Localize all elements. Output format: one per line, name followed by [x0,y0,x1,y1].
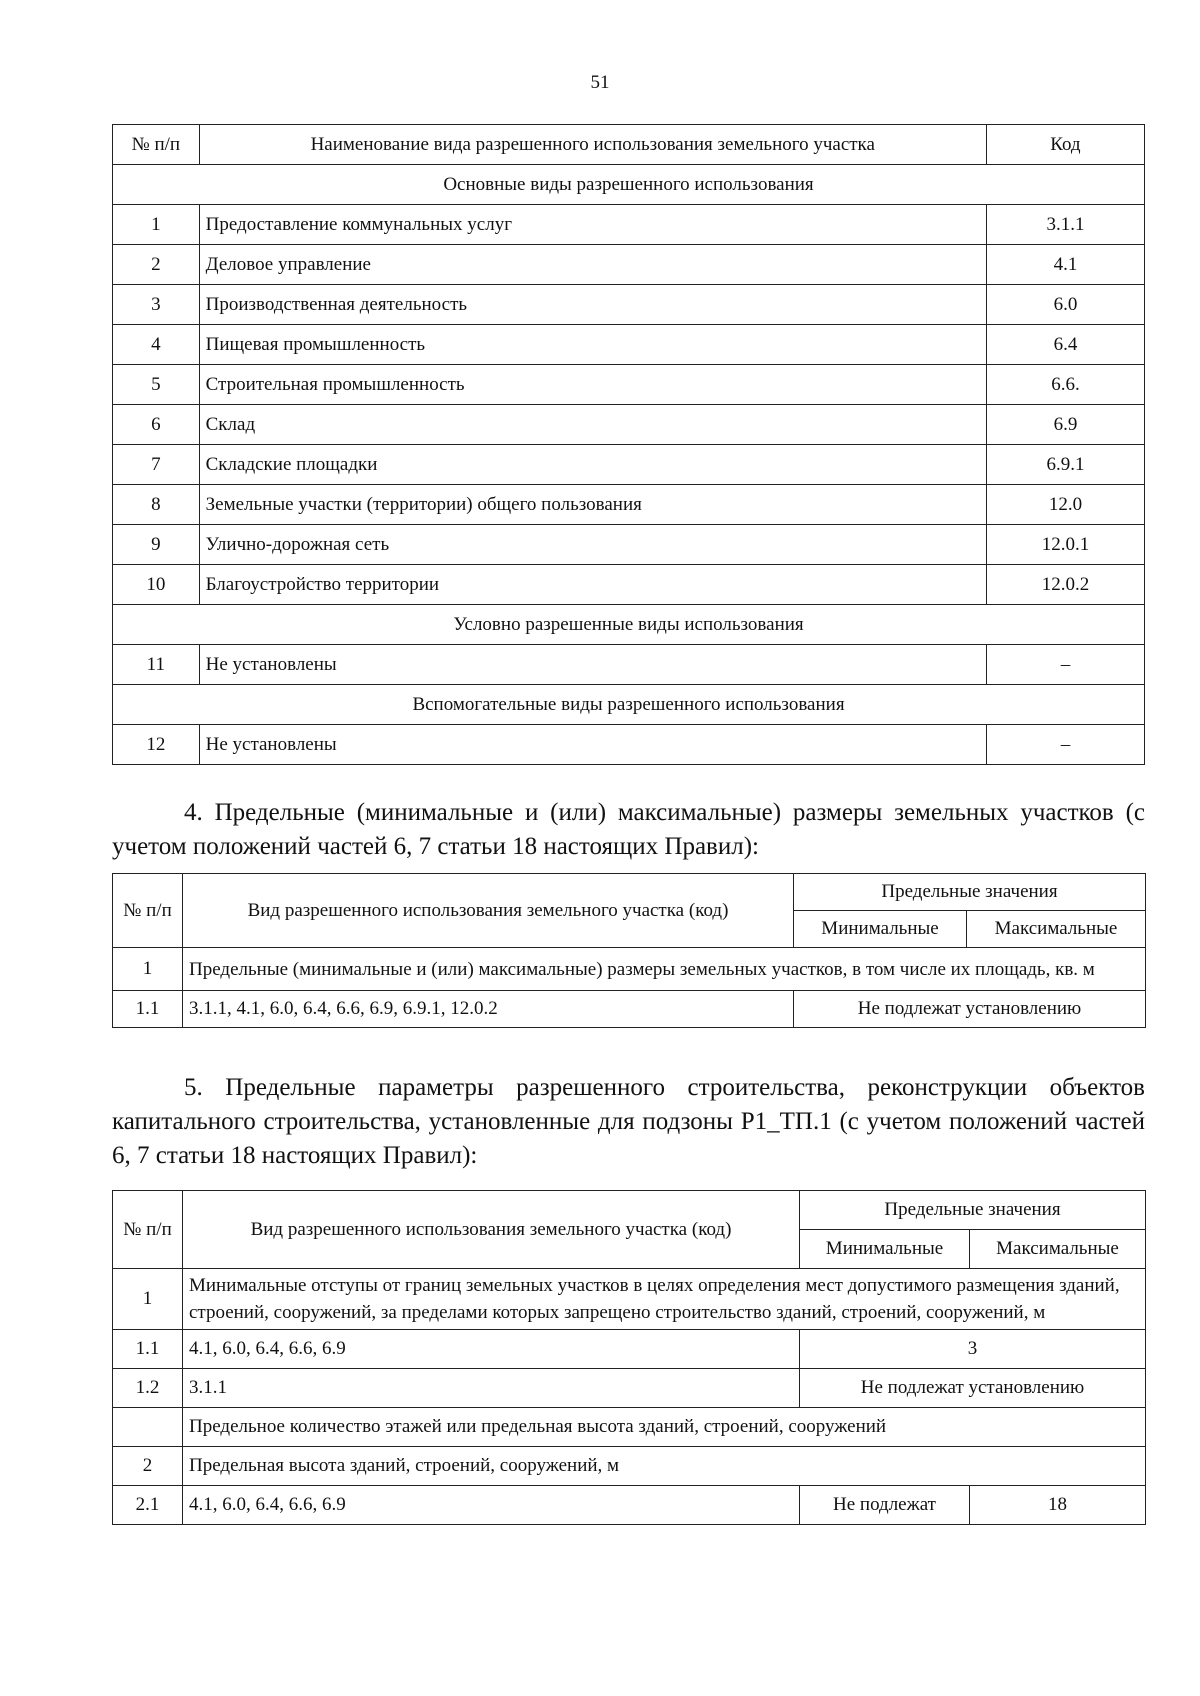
row-num: 3 [113,285,200,325]
table-header-row [113,1191,1146,1230]
table-row [113,645,1145,685]
header-max: Максимальные [967,911,1146,948]
row-code: – [986,725,1144,765]
row-num: 10 [113,565,200,605]
section-auxiliary-title: Вспомогательные виды разрешенного использования [113,685,1145,725]
row-codes: 4.1, 6.0, 6.4, 6.6, 6.9 [183,1330,800,1369]
row-name: Складские площадки [199,445,986,485]
header-max: Максимальные [970,1230,1146,1269]
section-main-title: Основные виды разрешенного использования [113,165,1145,205]
row-num: 5 [113,365,200,405]
row-name: Производственная деятельность [199,285,986,325]
header-code: Код [986,125,1144,165]
row-code: – [986,645,1144,685]
table-row [113,285,1145,325]
table-row [113,948,1146,991]
row-num: 1.1 [113,991,183,1028]
row-num: 2 [113,245,200,285]
row-name: Склад [199,405,986,445]
row-num: 1 [113,948,183,991]
section-row [113,165,1145,205]
row-num: 2.1 [113,1486,183,1525]
header-num: № п/п [113,125,200,165]
row-name: Улично-дорожная сеть [199,525,986,565]
row-num: 11 [113,645,200,685]
plot-size-table [112,873,1146,1028]
row-text: Предельная высота зданий, строений, сооружений, м [183,1447,1146,1486]
row-name: Не установлены [199,725,986,765]
table-row [113,445,1145,485]
construction-parameters-table [112,1190,1146,1525]
paragraph-4 [112,796,1145,864]
row-name: Пищевая промышленность [199,325,986,365]
table-row [113,1447,1146,1486]
row-min-value: Не подлежат [800,1486,970,1525]
row-num: 7 [113,445,200,485]
row-value: Не подлежат установлению [800,1369,1146,1408]
table-row [113,525,1145,565]
row-name: Деловое управление [199,245,986,285]
section-row [113,605,1145,645]
paragraph-5 [112,1071,1145,1173]
row-num: 1.2 [113,1369,183,1408]
section-floors-title: Предельное количество этажей или предельная высота зданий, строений, сооружений [183,1408,1146,1447]
row-code: 4.1 [986,245,1144,285]
table-row [113,245,1145,285]
row-text: Минимальные отступы от границ земельных участков в целях определения мест допустимого размещения зданий, строений, сооружений, за пределами которых запрещено строительство зданий, строений, сооружений, м [183,1269,1146,1330]
row-num: 8 [113,485,200,525]
table-row [113,1269,1146,1330]
main-uses-body [113,205,1145,605]
table-row [113,991,1146,1028]
row-text: Предельные (минимальные и (или) максимальные) размеры земельных участков, в том числе их площадь, кв. м [183,948,1146,991]
table-row [113,565,1145,605]
row-codes: 4.1, 6.0, 6.4, 6.6, 6.9 [183,1486,800,1525]
row-value: 3 [800,1330,1146,1369]
table-row [113,1330,1146,1369]
row-num: 12 [113,725,200,765]
header-name: Наименование вида разрешенного использования земельного участка [199,125,986,165]
table-row [113,365,1145,405]
row-code: 6.9.1 [986,445,1144,485]
section-row [113,685,1145,725]
header-min: Минимальные [794,911,967,948]
row-name: Предоставление коммунальных услуг [199,205,986,245]
row-codes: 3.1.1, 4.1, 6.0, 6.4, 6.6, 6.9, 6.9.1, 12.0.2 [183,991,794,1028]
section-conditional-title: Условно разрешенные виды использования [113,605,1145,645]
permitted-uses-table [112,124,1145,765]
table-row [113,1369,1146,1408]
table-row [113,1486,1146,1525]
row-code: 3.1.1 [986,205,1144,245]
row-num: 9 [113,525,200,565]
row-codes: 3.1.1 [183,1369,800,1408]
row-code: 6.6. [986,365,1144,405]
paragraph-5-text: 5. Предельные параметры разрешенного строительства, реконструкции объектов капитального строительства, установленные для подзоны Р1_ТП.1 (с учетом положений частей 6, 7 статьи 18 настоящих Правил): [112,1074,1145,1169]
header-limits: Предельные значения [800,1191,1146,1230]
row-name: Не установлены [199,645,986,685]
header-num: № п/п [113,1191,183,1269]
page-number: 51 [590,72,610,93]
section-row [113,1408,1146,1447]
row-name: Благоустройство территории [199,565,986,605]
row-code: 12.0.2 [986,565,1144,605]
row-value: Не подлежат установлению [794,991,1146,1028]
table-row [113,725,1145,765]
row-num: 2 [113,1447,183,1486]
table-row [113,405,1145,445]
row-num: 1.1 [113,1330,183,1369]
row-num: 1 [113,1269,183,1330]
header-limits: Предельные значения [794,874,1146,911]
header-min: Минимальные [800,1230,970,1269]
table-row [113,205,1145,245]
header-kind: Вид разрешенного использования земельного участка (код) [183,1191,800,1269]
header-num: № п/п [113,874,183,948]
row-code: 12.0.1 [986,525,1144,565]
row-code: 12.0 [986,485,1144,525]
row-max-value: 18 [970,1486,1146,1525]
row-code: 6.4 [986,325,1144,365]
table-row [113,485,1145,525]
row-code: 6.9 [986,405,1144,445]
row-num: 1 [113,205,200,245]
table-header-row [113,125,1145,165]
table-header-row [113,874,1146,911]
header-kind: Вид разрешенного использования земельного участка (код) [183,874,794,948]
row-name: Земельные участки (территории) общего пользования [199,485,986,525]
row-code: 6.0 [986,285,1144,325]
row-num-empty [113,1408,183,1447]
paragraph-4-text: 4. Предельные (минимальные и (или) максимальные) размеры земельных участков (с учетом положений частей 6, 7 статьи 18 настоящих Правил): [112,799,1145,860]
row-num: 6 [113,405,200,445]
row-num: 4 [113,325,200,365]
table-row [113,325,1145,365]
row-name: Строительная промышленность [199,365,986,405]
